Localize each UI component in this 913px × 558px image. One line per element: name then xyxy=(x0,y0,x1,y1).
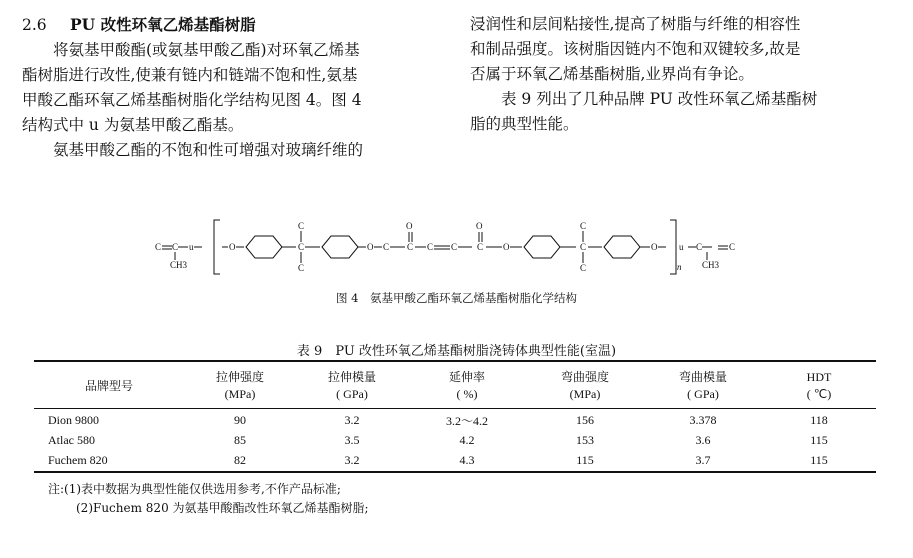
atom-c: C xyxy=(580,221,587,231)
table-notes xyxy=(48,480,369,518)
cell-value: 118 xyxy=(810,412,828,427)
cell-value: 90 xyxy=(234,412,246,427)
header-tensile-strength: 拉伸强度 (MPa) xyxy=(215,370,264,401)
paragraph-line: 甲酸乙酯环氧乙烯基酯树脂化学结构见图 4。图 4 xyxy=(22,91,362,109)
table-row xyxy=(34,430,876,450)
atom-c: C xyxy=(451,242,458,252)
atom-c: C xyxy=(298,221,305,231)
cell-value: 4.2 xyxy=(459,432,475,447)
paragraph-line: 氨基甲酸乙酯的不饱和性可增强对玻璃纤维的 xyxy=(53,141,364,159)
table-row xyxy=(34,410,876,430)
cell-value: 82 xyxy=(234,452,246,467)
atom-c: C xyxy=(580,263,587,273)
group-u: u xyxy=(189,242,194,252)
cell-value: 85 xyxy=(234,432,246,447)
atom-c: C xyxy=(155,242,162,252)
table-bottom-rule xyxy=(34,471,876,473)
atom-c: C xyxy=(729,242,736,252)
header-elongation: 延伸率 ( %) xyxy=(448,370,485,401)
table-title: 表 9 PU 改性环氧乙烯基酯树脂浇铸体典型性能(室温) xyxy=(296,344,617,359)
cell-value: 3.6 xyxy=(695,432,711,447)
cell-brand: Dion 9800 xyxy=(48,412,99,427)
atom-c: C xyxy=(477,242,484,252)
group-u: u xyxy=(679,242,684,252)
paragraph-line: 否属于环氧乙烯基酯树脂,业界尚有争论。 xyxy=(470,65,754,83)
header-flexural-modulus: 弯曲模量 ( GPa) xyxy=(678,370,727,401)
cell-value: 3.2 xyxy=(344,412,360,427)
cell-value: 3.2 xyxy=(344,452,360,467)
right-column xyxy=(470,12,890,137)
section-heading xyxy=(22,12,440,38)
atom-c: C xyxy=(427,242,434,252)
atom-o: O xyxy=(503,242,510,252)
table-row xyxy=(34,450,876,470)
paragraph-line: 脂的典型性能。 xyxy=(470,115,579,133)
section-number: 2.6 xyxy=(22,16,47,34)
atom-o: O xyxy=(229,242,236,252)
atom-c: C xyxy=(298,242,305,252)
atom-c: C xyxy=(172,242,179,252)
paragraph-line: 将氨基甲酸酯(或氨基甲酸乙酯)对环氧乙烯基 xyxy=(53,41,360,59)
atom-o: O xyxy=(406,221,413,231)
paragraph-line: 浸润性和层间粘接性,提高了树脂与纤维的相容性 xyxy=(470,15,801,33)
atom-o: O xyxy=(651,242,658,252)
atom-c: C xyxy=(407,242,414,252)
figure-caption: 图 4 氨基甲酸乙酯环氧乙烯基酯树脂化学结构 xyxy=(336,291,577,305)
cell-value: 3.2～4.2 xyxy=(445,413,488,428)
cell-value: 115 xyxy=(810,452,828,467)
chemical-structure-diagram xyxy=(150,212,750,282)
atom-o: O xyxy=(367,242,374,252)
header-brand: 品牌型号 xyxy=(84,378,133,393)
group-ch3: CH3 xyxy=(702,260,720,270)
paragraph-line: 表 9 列出了几种品牌 PU 改性环氧乙烯基酯树 xyxy=(501,90,818,108)
cell-brand: Fuchem 820 xyxy=(48,452,108,467)
cell-brand: Atlac 580 xyxy=(48,432,95,447)
cell-value: 115 xyxy=(810,432,828,447)
section-title: PU 改性环氧乙烯基酯树脂 xyxy=(70,15,256,34)
cell-value: 4.3 xyxy=(459,452,475,467)
header-tensile-modulus: 拉伸模量 ( GPa) xyxy=(327,370,376,401)
cell-value: 3.5 xyxy=(344,432,360,447)
atom-c: C xyxy=(696,242,703,252)
properties-table xyxy=(34,362,876,470)
cell-value: 3.7 xyxy=(695,452,711,467)
header-hdt: HDT ( ℃) xyxy=(806,370,832,401)
repeat-n: n xyxy=(677,262,682,272)
cell-value: 3.378 xyxy=(689,412,717,427)
table-note: (2)Fuchem 820 为氨基甲酸酯改性环氧乙烯基酯树脂; xyxy=(76,501,369,515)
atom-o: O xyxy=(476,221,483,231)
cell-value: 156 xyxy=(576,412,594,427)
paragraph-line: 结构式中 u 为氨基甲酸乙酯基。 xyxy=(22,116,244,134)
cell-value: 153 xyxy=(576,432,594,447)
group-ch3: CH3 xyxy=(170,260,188,270)
paragraph-line: 和制品强度。该树脂因链内不饱和双键较多,故是 xyxy=(470,40,801,58)
header-flexural-strength: 弯曲强度 (MPa) xyxy=(560,370,609,401)
cell-value: 115 xyxy=(576,452,594,467)
atom-c: C xyxy=(298,263,305,273)
left-column xyxy=(22,12,440,163)
paragraph-line: 酯树脂进行改性,使兼有链内和链端不饱和性,氨基 xyxy=(22,66,358,84)
table-note: 注:(1)表中数据为典型性能仅供选用参考,不作产品标准; xyxy=(48,482,341,496)
atom-c: C xyxy=(383,242,390,252)
table-header-row xyxy=(34,362,876,410)
atom-c: C xyxy=(580,242,587,252)
